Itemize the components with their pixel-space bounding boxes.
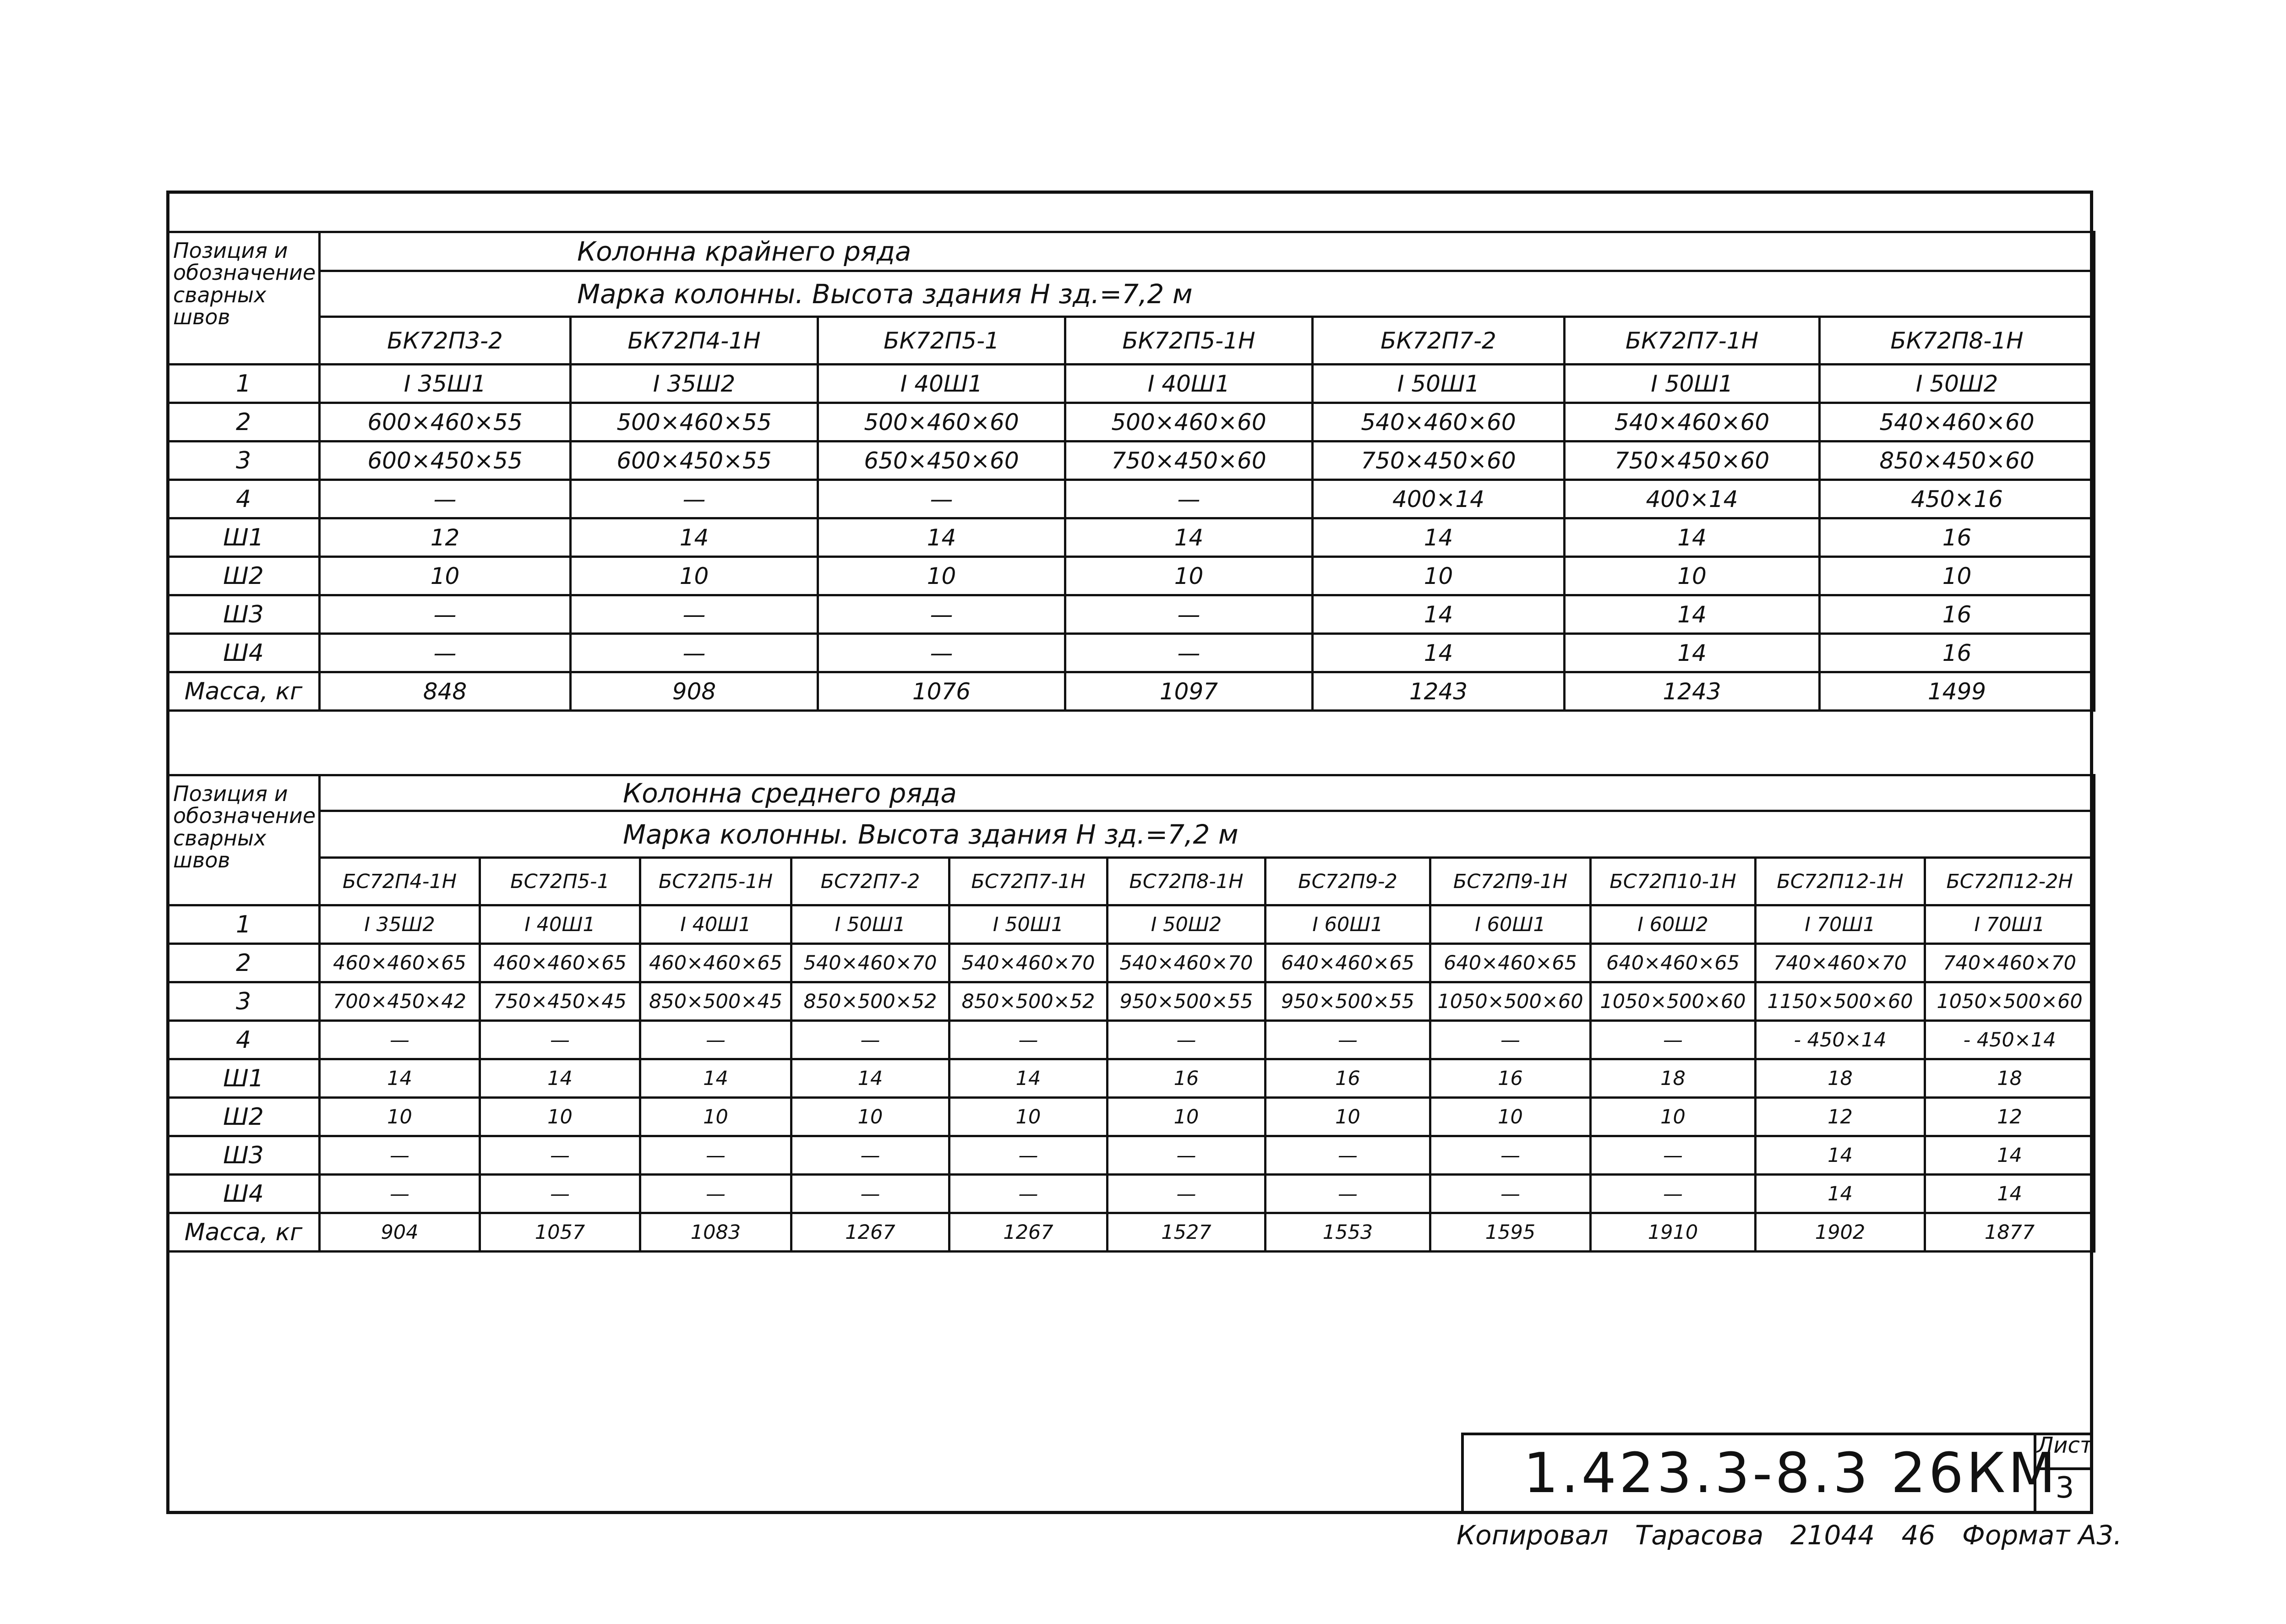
footer-order: 21044	[1790, 1520, 1875, 1551]
footer-format: Формат А3.	[1962, 1520, 2122, 1551]
table-cell: 1050×500×60	[1591, 982, 1756, 1021]
table-cell: 18	[1925, 1059, 2095, 1098]
table-cell: 10	[949, 1098, 1108, 1136]
table-row-mass	[168, 672, 2095, 711]
table-cell: 10	[1820, 557, 2095, 595]
table-cell: 500×460×60	[1065, 403, 1313, 441]
row-label: 2	[168, 403, 320, 441]
column-header: БК72П7-1Н	[1565, 317, 1820, 365]
table-cell: 1267	[791, 1213, 949, 1252]
table-cell: 14	[1065, 518, 1313, 557]
table-cell: I 50Ш2	[1820, 365, 2095, 403]
column-header: БК72П3-2	[320, 317, 571, 365]
table-cell: 1150×500×60	[1756, 982, 1925, 1021]
table-cell: 14	[571, 518, 818, 557]
row-label: Масса, кг	[168, 672, 320, 711]
column-header: БК72П5-1	[818, 317, 1065, 365]
table-cell: 1243	[1313, 672, 1565, 711]
column-header: БС72П12-1Н	[1756, 858, 1925, 905]
sheet-label: Лист	[2036, 1433, 2093, 1470]
table-cell: 14	[480, 1059, 640, 1098]
table-cell: 14	[1313, 634, 1565, 672]
table-cell: 1243	[1565, 672, 1820, 711]
table-cell: —	[320, 595, 571, 634]
row-label: 2	[168, 944, 320, 982]
table-cell: 10	[1565, 557, 1820, 595]
column-header: БС72П7-2	[791, 858, 949, 905]
table-cell: 16	[1108, 1059, 1266, 1098]
table-cell: 750×450×45	[480, 982, 640, 1021]
table-cell: 14	[791, 1059, 949, 1098]
row-label: Ш2	[168, 557, 320, 595]
table-cell: —	[640, 1136, 791, 1175]
table-cell: 950×500×55	[1108, 982, 1266, 1021]
table-cell: 1083	[640, 1213, 791, 1252]
table-cell: 16	[1820, 634, 2095, 672]
table-cell: 540×460×70	[1108, 944, 1266, 982]
table-cell: 14	[1925, 1175, 2095, 1213]
table-cell: —	[320, 1136, 480, 1175]
table-cell: 750×450×60	[1313, 441, 1565, 480]
table-cell: 14	[949, 1059, 1108, 1098]
sheet-number: 3	[2055, 1471, 2074, 1505]
table-row	[168, 982, 2095, 1021]
table-cell: —	[480, 1175, 640, 1213]
row-label: 1	[168, 905, 320, 944]
row-label: Ш3	[168, 1136, 320, 1175]
table-cell: 10	[1430, 1098, 1591, 1136]
row-label: Ш1	[168, 518, 320, 557]
table-title: Колонна среднего ряда	[320, 775, 2095, 811]
table-cell: 740×460×70	[1756, 944, 1925, 982]
table-cell: —	[791, 1175, 949, 1213]
table-cell: 14	[1313, 518, 1565, 557]
table-cell: I 40Ш1	[1065, 365, 1313, 403]
table-cell: 500×460×55	[571, 403, 818, 441]
table-cell: —	[1430, 1175, 1591, 1213]
table-cell: 1595	[1430, 1213, 1591, 1252]
table-cell: I 50Ш1	[1565, 365, 1820, 403]
row-label: 4	[168, 1021, 320, 1059]
table-cell: 1050×500×60	[1430, 982, 1591, 1021]
table-cell: —	[818, 480, 1065, 518]
table-row	[168, 595, 2095, 634]
table-cell: 1267	[949, 1213, 1108, 1252]
table-cell: 14	[1756, 1175, 1925, 1213]
table-cell: 16	[1430, 1059, 1591, 1098]
table-cell: —	[818, 634, 1065, 672]
table-cell: —	[1065, 634, 1313, 672]
table-cell: I 60Ш1	[1266, 905, 1430, 944]
table-cell: —	[1065, 595, 1313, 634]
column-header: БС72П10-1Н	[1591, 858, 1756, 905]
table-cell: 12	[1925, 1098, 2095, 1136]
row-label: Масса, кг	[168, 1213, 320, 1252]
table-row	[168, 1021, 2095, 1059]
table-row	[168, 557, 2095, 595]
column-header: БС72П7-1Н	[949, 858, 1108, 905]
table-row	[168, 905, 2095, 944]
column-header: БС72П9-1Н	[1430, 858, 1591, 905]
table-cell: 540×460×60	[1565, 403, 1820, 441]
column-header: БК72П8-1Н	[1820, 317, 2095, 365]
table-cell: —	[791, 1136, 949, 1175]
table-cell: 16	[1820, 518, 2095, 557]
row-label: Ш4	[168, 634, 320, 672]
column-header: БК72П4-1Н	[571, 317, 818, 365]
table-cell: 14	[1565, 518, 1820, 557]
table-cell: 10	[1065, 557, 1313, 595]
row-label: 3	[168, 441, 320, 480]
sheet-box	[2034, 1433, 2093, 1514]
table-cell: —	[640, 1175, 791, 1213]
table-cell: 650×450×60	[818, 441, 1065, 480]
table-cell: I 35Ш1	[320, 365, 571, 403]
table-cell: 850×450×60	[1820, 441, 2095, 480]
table-cell: 540×460×60	[1313, 403, 1565, 441]
table-cell: 14	[1565, 595, 1820, 634]
table-cell: 14	[1925, 1136, 2095, 1175]
table-row	[168, 365, 2095, 403]
table-cell: 14	[1313, 595, 1565, 634]
table-row	[168, 1136, 2095, 1175]
table-cell: 500×460×60	[818, 403, 1065, 441]
table-cell: I 50Ш1	[949, 905, 1108, 944]
row-label: 3	[168, 982, 320, 1021]
table-cell: 750×450×60	[1565, 441, 1820, 480]
column-header-row	[168, 858, 2095, 905]
table-cell: —	[1430, 1136, 1591, 1175]
table-cell: 640×460×65	[1266, 944, 1430, 982]
table-subtitle: Марка колонны. Высота здания Н зд.=7,2 м	[320, 271, 2095, 317]
table-cell: 10	[571, 557, 818, 595]
table-cell: —	[1266, 1021, 1430, 1059]
table-cell: —	[320, 1175, 480, 1213]
table-cell: 850×500×52	[949, 982, 1108, 1021]
table-row	[168, 634, 2095, 672]
table-cell: 1050×500×60	[1925, 982, 2095, 1021]
table-cell: —	[320, 634, 571, 672]
title-block-stamp	[1461, 1433, 2093, 1514]
table-cell: I 35Ш2	[571, 365, 818, 403]
table-row	[168, 480, 2095, 518]
table-cell: 1877	[1925, 1213, 2095, 1252]
table-cell: 908	[571, 672, 818, 711]
table-row	[168, 944, 2095, 982]
table-cell: 14	[1565, 634, 1820, 672]
table-cell: 1553	[1266, 1213, 1430, 1252]
table-cell: 460×460×65	[480, 944, 640, 982]
table-cell: 850×500×45	[640, 982, 791, 1021]
column-header: БК72П7-2	[1313, 317, 1565, 365]
table-cell: I 50Ш1	[791, 905, 949, 944]
table-cell: —	[1591, 1136, 1756, 1175]
table-cell: 14	[818, 518, 1065, 557]
table-cell: —	[1430, 1021, 1591, 1059]
table-cell: —	[949, 1136, 1108, 1175]
table-cell: 1910	[1591, 1213, 1756, 1252]
column-header: БК72П5-1Н	[1065, 317, 1313, 365]
table-cell: 1076	[818, 672, 1065, 711]
table-cell: I 50Ш2	[1108, 905, 1266, 944]
table-cell: 14	[1756, 1136, 1925, 1175]
table-cell: —	[1266, 1136, 1430, 1175]
footer-copied-label: Копировал	[1457, 1520, 1609, 1551]
table-cell: 1902	[1756, 1213, 1925, 1252]
table-cell: 12	[320, 518, 571, 557]
column-header: БС72П4-1Н	[320, 858, 480, 905]
table-cell: 1057	[480, 1213, 640, 1252]
table-cell: 600×450×55	[571, 441, 818, 480]
table-cell: —	[480, 1021, 640, 1059]
table-cell: —	[1108, 1021, 1266, 1059]
table-row-mass	[168, 1213, 2095, 1252]
table-edge-row-columns	[166, 231, 2095, 712]
table-title: Колонна крайнего ряда	[320, 232, 2095, 271]
table-cell: —	[1108, 1175, 1266, 1213]
table-cell: 850×500×52	[791, 982, 949, 1021]
table-row	[168, 1059, 2095, 1098]
table-cell: I 70Ш1	[1925, 905, 2095, 944]
table-cell: 640×460×65	[1430, 944, 1591, 982]
table-cell: 10	[791, 1098, 949, 1136]
table-cell: —	[571, 595, 818, 634]
table-cell: 18	[1591, 1059, 1756, 1098]
table-cell: 600×460×55	[320, 403, 571, 441]
table-row	[168, 441, 2095, 480]
table-cell: 14	[320, 1059, 480, 1098]
table-cell: 700×450×42	[320, 982, 480, 1021]
table-cell: 750×450×60	[1065, 441, 1313, 480]
table-cell: —	[791, 1021, 949, 1059]
table-cell: I 70Ш1	[1756, 905, 1925, 944]
table-cell: 16	[1266, 1059, 1430, 1098]
table-cell: 1097	[1065, 672, 1313, 711]
table-row	[168, 1175, 2095, 1213]
row-label: Ш1	[168, 1059, 320, 1098]
table-cell: 460×460×65	[640, 944, 791, 982]
table-cell: 848	[320, 672, 571, 711]
table-subtitle: Марка колонны. Высота здания Н зд.=7,2 м	[320, 811, 2095, 858]
table-cell: 950×500×55	[1266, 982, 1430, 1021]
table-cell: 10	[1313, 557, 1565, 595]
table-cell: 1499	[1820, 672, 2095, 711]
table-cell: —	[1065, 480, 1313, 518]
table-cell: 16	[1820, 595, 2095, 634]
table-cell: 1527	[1108, 1213, 1266, 1252]
table-cell: —	[571, 480, 818, 518]
table-cell: 450×16	[1820, 480, 2095, 518]
table-cell: I 60Ш2	[1591, 905, 1756, 944]
column-header: БС72П12-2Н	[1925, 858, 2095, 905]
table-cell: 640×460×65	[1591, 944, 1756, 982]
table-cell: 10	[1591, 1098, 1756, 1136]
table-cell: —	[320, 480, 571, 518]
table-cell: —	[480, 1136, 640, 1175]
table-cell: 10	[818, 557, 1065, 595]
row-label: Ш3	[168, 595, 320, 634]
table-cell: I 40Ш1	[818, 365, 1065, 403]
column-header: БС72П5-1	[480, 858, 640, 905]
row-label: 1	[168, 365, 320, 403]
table-cell: —	[818, 595, 1065, 634]
table-cell: —	[1108, 1136, 1266, 1175]
table-row	[168, 1098, 2095, 1136]
document-code: 1.423.3-8.3 26КМ	[1523, 1442, 2058, 1505]
table-cell: 600×450×55	[320, 441, 571, 480]
table-cell: I 50Ш1	[1313, 365, 1565, 403]
table-cell: —	[1266, 1175, 1430, 1213]
table-cell: 10	[1108, 1098, 1266, 1136]
table-row	[168, 403, 2095, 441]
table-cell: —	[1591, 1175, 1756, 1213]
table-cell: 14	[640, 1059, 791, 1098]
table-cell: 10	[480, 1098, 640, 1136]
table-cell: 10	[1266, 1098, 1430, 1136]
column-header: БС72П9-2	[1266, 858, 1430, 905]
table-cell: I 60Ш1	[1430, 905, 1591, 944]
table-cell: - 450×14	[1756, 1021, 1925, 1059]
table-cell: 10	[320, 1098, 480, 1136]
column-header: БС72П5-1Н	[640, 858, 791, 905]
table-cell: —	[1591, 1021, 1756, 1059]
table-cell: 540×460×70	[949, 944, 1108, 982]
column-header-row	[168, 317, 2095, 365]
column-header: БС72П8-1Н	[1108, 858, 1266, 905]
table-cell: 400×14	[1313, 480, 1565, 518]
row-label: Ш4	[168, 1175, 320, 1213]
table-cell: 540×460×60	[1820, 403, 2095, 441]
table-cell: —	[571, 634, 818, 672]
table-cell: —	[949, 1175, 1108, 1213]
position-header: Позиция и обозначение сварных швов	[168, 775, 320, 905]
table-row	[168, 518, 2095, 557]
table-cell: I 40Ш1	[640, 905, 791, 944]
table-cell: —	[320, 1021, 480, 1059]
table-cell: 18	[1756, 1059, 1925, 1098]
footer-copy-info	[1457, 1520, 2140, 1551]
row-label: Ш2	[168, 1098, 320, 1136]
footer-num: 46	[1901, 1520, 1936, 1551]
table-cell: 904	[320, 1213, 480, 1252]
table-cell: —	[640, 1021, 791, 1059]
table-cell: 400×14	[1565, 480, 1820, 518]
table-cell: I 35Ш2	[320, 905, 480, 944]
table-cell: 12	[1756, 1098, 1925, 1136]
table-cell: 460×460×65	[320, 944, 480, 982]
table-cell: 740×460×70	[1925, 944, 2095, 982]
table-cell: - 450×14	[1925, 1021, 2095, 1059]
table-cell: —	[949, 1021, 1108, 1059]
position-header: Позиция и обозначение сварных швов	[168, 232, 320, 365]
table-cell: 10	[640, 1098, 791, 1136]
table-middle-row-columns	[166, 774, 2095, 1253]
table-cell: 540×460×70	[791, 944, 949, 982]
table-cell: 10	[320, 557, 571, 595]
row-label: 4	[168, 480, 320, 518]
table-cell: I 40Ш1	[480, 905, 640, 944]
footer-name: Тарасова	[1635, 1520, 1764, 1551]
